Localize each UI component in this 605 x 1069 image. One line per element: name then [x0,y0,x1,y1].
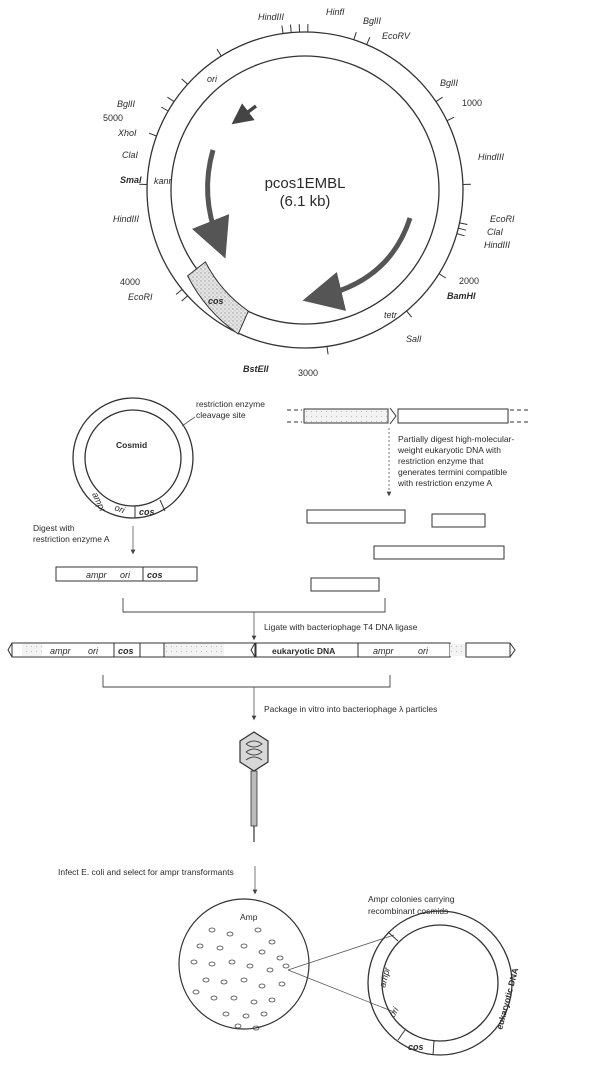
ligation-step [123,598,418,638]
kan-arrow [208,150,218,240]
map-tick [457,234,465,236]
concatemer-cos-1: cos [118,646,134,656]
plasmid-map [103,7,515,378]
site-bglii-left: BglII [117,99,136,109]
map-tick [182,79,188,84]
site-hindiii-right: HindIII [478,152,505,162]
map-tick [458,228,466,230]
petri-plate [179,894,455,1030]
recombinant-inner-ring [382,925,498,1041]
fragment-2 [432,514,485,527]
fragment-1 [307,510,405,523]
number-4000: 4000 [120,277,141,287]
cleavage-pointer [182,417,195,426]
site-ori: ori [207,74,218,84]
phage-head [240,732,268,771]
map-tick [407,311,412,317]
phage-tail [251,771,257,826]
recombinant-amp: ampr [377,966,393,989]
site-bglii-right: BglII [440,78,459,88]
map-tick [436,97,443,101]
colonies-note-2: recombinant cosmids [368,906,449,916]
infection-step [58,866,255,892]
number-2000: 2000 [459,276,480,286]
concatemer-euk: eukaryotic DNA [272,646,336,656]
site-ecori-left: EcoRI [128,292,153,302]
number-3000: 3000 [298,368,319,378]
plasmid-size: (6.1 kb) [279,193,331,210]
site-bamhi: BamHI [447,291,476,301]
concatemer-amp-1: ampr [50,646,71,656]
plate-label: Amp [240,912,258,922]
map-tick [367,37,370,44]
site-bglii-top: BglII [363,16,382,26]
concatemer-right-break [510,643,515,657]
site-ecori-right: EcoRI [490,214,515,224]
recombinant-outer-ring [368,911,512,1055]
colonies-note-1: Ampr colonies carrying [368,894,455,904]
site-hinfi-top: HinfI [326,7,345,17]
site-hindiii-top: HindIII [258,12,285,22]
dna-segment-1 [304,409,388,423]
dna-fragments [307,510,504,591]
dna-break-mark [390,408,396,424]
partial-digest-5: with restriction enzyme A [398,478,493,488]
recombinant-divider-2 [398,1030,405,1040]
linear-cosmid-cos: cos [147,570,163,580]
recombinant-cosmid [368,911,520,1055]
concatemer-stipple-b [164,644,224,656]
map-tick [291,25,292,33]
cosmid-outer-ring [73,398,193,518]
digest-label-1: Digest with [33,523,75,533]
map-tick [460,223,468,225]
recombinant-cos: cos [408,1042,424,1052]
map-tick [161,107,168,111]
digest-label-2: restriction enzyme A [33,534,110,544]
tet-arrow [322,218,410,296]
number-1000: 1000 [462,98,483,108]
cosmid-ori-label: ori [113,502,127,516]
number-5000: 5000 [103,113,124,123]
fragment-3 [374,546,504,559]
partial-digest-1: Partially digest high-molecular- [398,434,515,444]
partial-digest-2: weight eukaryotic DNA with [398,445,501,455]
partial-digest-3: restriction enzyme that [398,456,484,466]
map-tick [327,347,328,355]
infect-label: Infect E. coli and select for ampr transformants [58,867,234,877]
plasmid-cos-label: cos [208,296,224,306]
site-tet: tetr [384,310,398,320]
packaging-label: Package in vitro into bacteriophage λ particles [264,704,438,714]
concatemer [8,643,515,657]
map-tick [182,296,188,301]
cosmid-vector [73,398,265,518]
partial-digest-4: generates termini compatible [398,467,508,477]
cosmid-amp-label: ampr [90,490,108,514]
packaging-bracket [103,675,390,687]
concatemer-ori-1: ori [88,646,99,656]
site-hindiii-left: HindIII [113,214,140,224]
cleavage-note-1: restriction enzyme [196,399,265,409]
map-tick [447,117,454,121]
recombinant-euk: eukaryotic DNA [494,966,521,1031]
cosmid-cos-label: cos [139,507,155,517]
cosmid-cos-divider-2 [160,500,165,511]
map-tick [217,49,221,56]
concatemer-ori-2: ori [418,646,429,656]
ori-arrow [240,106,256,118]
cleavage-note-2: cleavage site [196,410,246,420]
map-tick [167,97,174,101]
map-tick [282,26,283,34]
dna-segment-2 [398,409,508,423]
cosmid-label: Cosmid [116,440,148,450]
ligation-bracket [123,598,385,612]
site-ecorv-top: EcoRV [382,31,410,41]
bacteriophage-lambda [240,732,268,842]
site-sali: SalI [406,334,422,344]
concatemer-left-break [8,643,12,657]
recombinant-divider-3 [433,1041,434,1055]
map-tick [176,289,182,294]
site-clai-left: ClaI [122,150,139,160]
recombinant-ori: ori [387,1005,401,1019]
zoom-line-bottom [288,970,394,1012]
concatemer-segment-c [466,643,510,657]
map-tick [354,32,357,40]
high-mw-dna [287,408,530,494]
digest-step [33,523,197,581]
site-smai: SmaI [120,175,142,185]
map-tick [439,274,446,278]
concatemer-amp-2: ampr [373,646,394,656]
site-kan: kanr [154,176,172,186]
concatemer-stipple-c [450,644,466,656]
packaging-step [103,675,437,718]
site-bsteii: BstEII [243,364,269,374]
linear-cosmid-amp: ampr [86,570,107,580]
ligation-label: Ligate with bacteriophage T4 DNA ligase [264,622,418,632]
site-hindiii-right2: HindIII [484,240,511,250]
map-tick [149,133,157,136]
linear-cosmid-ori: ori [120,570,131,580]
site-clai-right: ClaI [487,227,504,237]
site-xhoi: XhoI [118,128,137,138]
plasmid-name: pcos1EMBL [264,175,346,192]
fragment-4 [311,578,379,591]
concatemer-stipple-a [22,644,42,656]
